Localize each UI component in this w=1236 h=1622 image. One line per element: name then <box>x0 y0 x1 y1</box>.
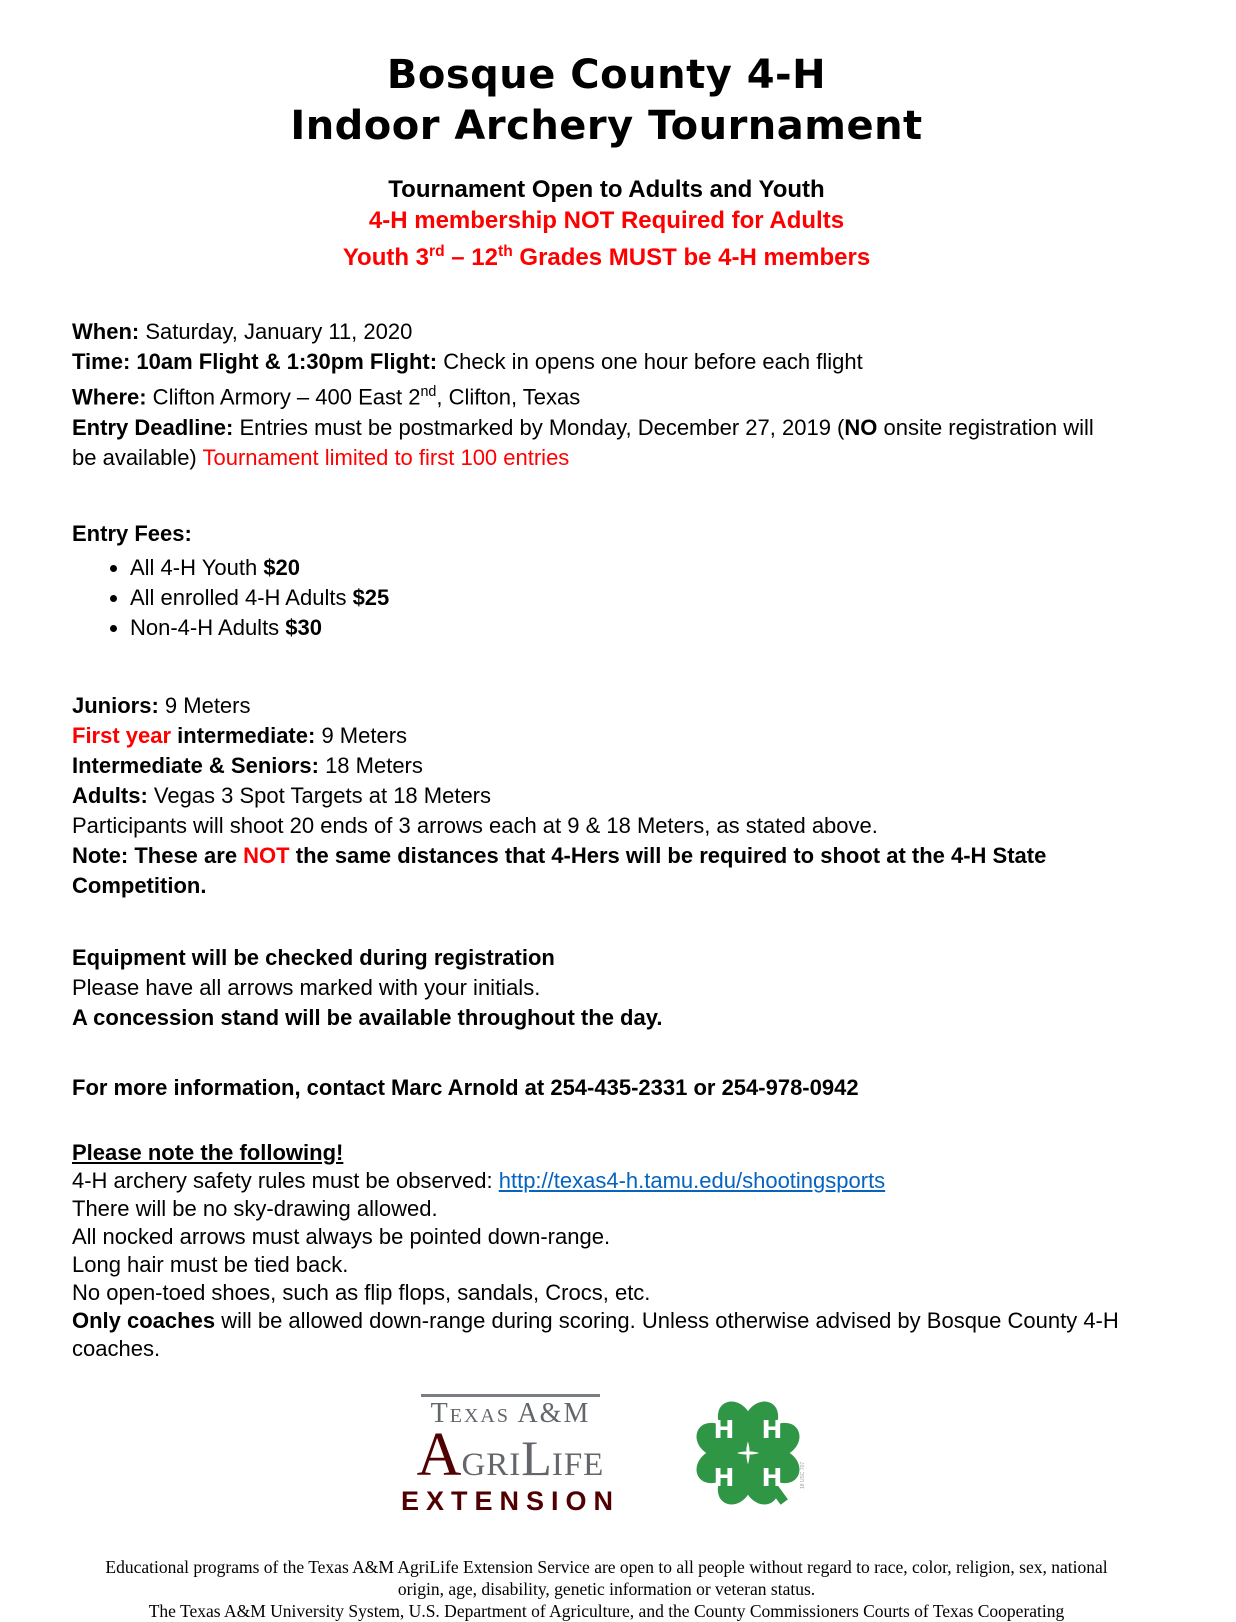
fee-text: All enrolled 4-H Adults <box>130 584 353 610</box>
extension-wordmark: EXTENSION <box>400 1485 621 1516</box>
when-line <box>72 317 1124 347</box>
youth-grades-sup-rd: rd <box>429 243 445 261</box>
fee-item-non4h-adults <box>130 613 1124 643</box>
rules-heading: Please note the following! <box>72 1139 344 1165</box>
clover-fine-print: 18 USC 707 <box>800 1461 807 1489</box>
juniors-label: Juniors: <box>72 692 159 718</box>
logos-row <box>72 1389 1141 1522</box>
where-value-a: Clifton Armory – 400 East 2 <box>146 384 421 410</box>
first-year-red: First year <box>72 722 172 748</box>
participants-line: Participants will shoot 20 ends of 3 arrows each at 9 & 18 Meters, as stated above. <box>72 812 878 838</box>
deadline-value-b: onsite registration will be available) <box>72 414 1094 470</box>
footer-nondiscrimination: Educational programs of the Texas A&M AgriLife Extension Service are open to all people without regard to race, color, religion, sex, national origin, age, disability, genetic information or veteran status. <box>105 1556 1108 1599</box>
agrilife-gri: GRI <box>461 1446 522 1483</box>
subtitle-block <box>72 174 1141 273</box>
svg-text:H: H <box>713 1414 735 1444</box>
entry-fees-section <box>72 519 1124 643</box>
equipment-section <box>72 943 1124 1033</box>
entry-fees-heading: Entry Fees: <box>72 520 192 546</box>
footer-cooperating: The Texas A&M University System, U.S. Department of Agriculture, and the County Commissioners Courts of Texas Cooperating <box>148 1600 1065 1621</box>
svg-text:H: H <box>761 1462 783 1492</box>
agrilife-big-a: A <box>416 1420 462 1489</box>
intermediate-value: 18 Meters <box>318 752 423 778</box>
note-a: Note: These are <box>72 842 244 868</box>
nocked-arrows-line: All nocked arrows must always be pointed down-range. <box>72 1223 611 1249</box>
juniors-value: 9 Meters <box>158 692 251 718</box>
svg-text:H: H <box>713 1462 735 1492</box>
svg-text:H: H <box>761 1414 783 1444</box>
texas-am-wordmark: Texas A&M <box>421 1394 601 1430</box>
fee-amount: $25 <box>352 584 390 610</box>
first-year-value: 9 Meters <box>315 722 408 748</box>
juniors-line <box>72 691 1124 721</box>
safety-rules-text: 4-H archery safety rules must be observed: <box>72 1167 499 1193</box>
footer <box>72 1556 1141 1622</box>
page-title <box>72 50 1141 152</box>
membership-not-required-line: 4-H membership NOT Required for Adults <box>368 207 845 235</box>
title-line-1: Bosque County 4-H <box>386 52 827 98</box>
fees-list <box>72 553 1124 643</box>
fee-amount: $30 <box>285 614 323 640</box>
deadline-line <box>72 413 1124 473</box>
shooting-sports-link[interactable]: http://texas4-h.tamu.edu/shootingsports <box>498 1167 886 1193</box>
fee-text: Non-4-H Adults <box>130 614 286 640</box>
four-h-clover-icon <box>684 1389 812 1517</box>
where-line <box>72 377 1124 412</box>
agrilife-wordmark <box>401 1420 620 1489</box>
agrilife-extension-logo <box>401 1394 620 1517</box>
event-details <box>72 317 1124 472</box>
adults-label: Adults: <box>72 782 148 808</box>
open-to-line: Tournament Open to Adults and Youth <box>388 176 825 204</box>
contact-line: For more information, contact Marc Arnold at 254-435-2331 or 254-978-0942 <box>72 1074 859 1100</box>
time-label: Time: 10am Flight & 1:30pm Flight: <box>72 349 438 375</box>
fee-item-youth <box>130 553 1124 583</box>
first-year-bold: intermediate: <box>171 722 316 748</box>
youth-grades-b: – 12 <box>444 244 499 272</box>
time-line <box>72 347 1124 377</box>
long-hair-line: Long hair must be tied back. <box>72 1251 349 1277</box>
safety-rules-line <box>72 1167 1124 1195</box>
fee-amount: $20 <box>263 554 301 580</box>
where-label: Where: <box>72 384 147 410</box>
fee-text: All 4-H Youth <box>130 554 264 580</box>
agrilife-big-l: L <box>521 1429 552 1486</box>
open-toed-shoes-line: No open-toed shoes, such as flip flops, sandals, Crocs, etc. <box>72 1279 651 1305</box>
when-label: When: <box>72 319 140 345</box>
only-coaches-bold: Only coaches <box>72 1307 216 1333</box>
time-value: Check in opens one hour before each flight <box>437 349 863 375</box>
where-value-b: , Clifton, Texas <box>436 384 581 410</box>
adults-value: Vegas 3 Spot Targets at 18 Meters <box>147 782 492 808</box>
youth-grades-a: Youth 3 <box>342 244 430 272</box>
where-sup-nd: nd <box>420 384 437 401</box>
sky-drawing-line: There will be no sky-drawing allowed. <box>72 1195 438 1221</box>
youth-grades-c: Grades MUST be 4-H members <box>512 244 871 272</box>
youth-grades-sup-th: th <box>498 243 513 261</box>
note-line <box>72 841 1124 901</box>
deadline-no: NO <box>844 414 878 440</box>
deadline-limit-red: Tournament limited to first 100 entries <box>202 444 570 470</box>
note-not-red: NOT <box>243 842 290 868</box>
equipment-check-line: Equipment will be checked during registration <box>72 944 555 970</box>
intermediate-label: Intermediate & Seniors: <box>72 752 319 778</box>
note-b: the same distances that 4-Hers will be required to shoot at the 4-H State Competition. <box>72 842 1047 898</box>
intermediate-line <box>72 751 1124 781</box>
agrilife-ife: IFE <box>551 1446 605 1483</box>
deadline-value-a: Entries must be postmarked by Monday, December 27, 2019 ( <box>233 414 845 440</box>
concession-line: A concession stand will be available throughout the day. <box>72 1004 663 1030</box>
distances-section <box>72 691 1124 901</box>
rules-section <box>72 1139 1124 1363</box>
fee-item-enrolled-adults <box>130 583 1124 613</box>
when-value: Saturday, January 11, 2020 <box>139 319 413 345</box>
only-coaches-rest: will be allowed down-range during scoring. Unless otherwise advised by Bosque County 4-H coaches. <box>72 1307 1119 1361</box>
adults-line <box>72 781 1124 811</box>
deadline-label: Entry Deadline: <box>72 414 234 440</box>
title-line-2: Indoor Archery Tournament <box>290 103 923 150</box>
four-h-clover-logo <box>684 1389 812 1522</box>
only-coaches-line <box>72 1307 1124 1363</box>
youth-grades-line <box>72 236 1141 273</box>
arrows-initials-line: Please have all arrows marked with your initials. <box>72 974 541 1000</box>
first-year-line <box>72 721 1124 751</box>
